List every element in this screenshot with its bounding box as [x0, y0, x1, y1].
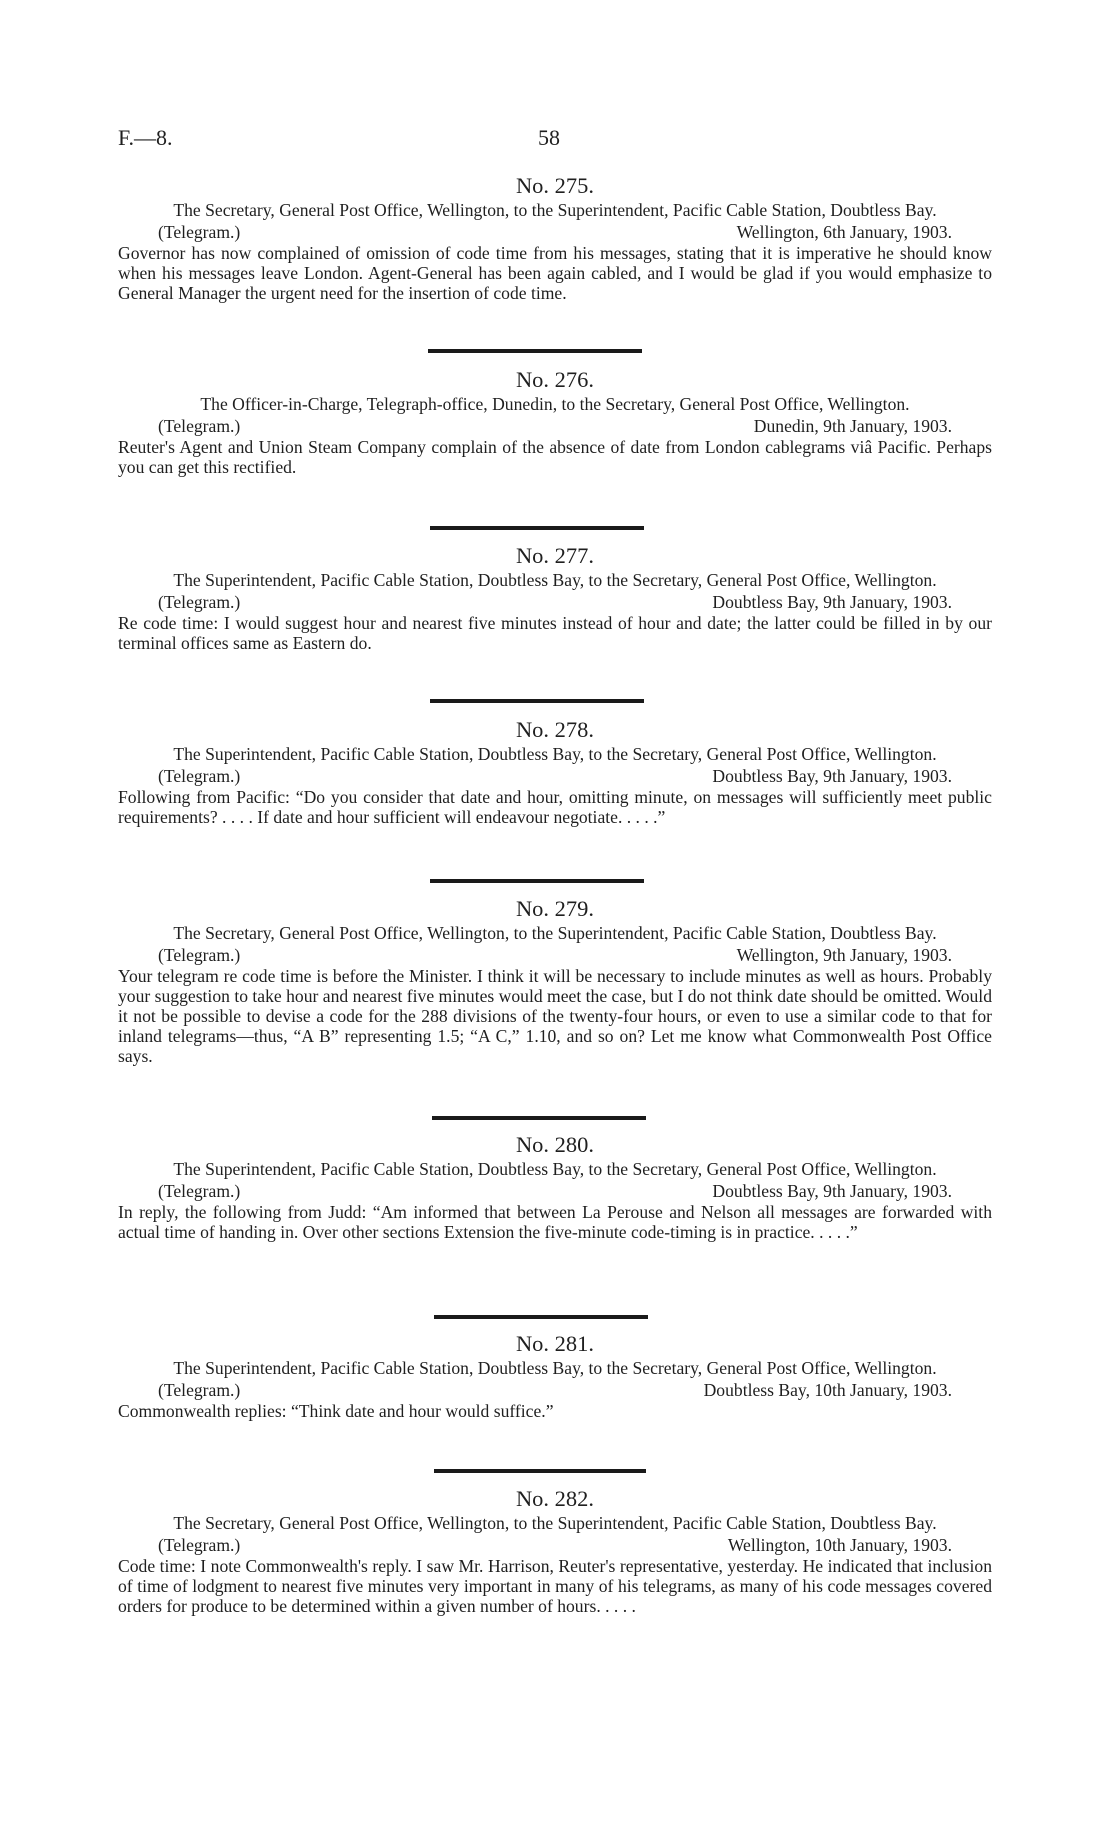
entry-body: Code time: I note Commonwealth's reply. I saw Mr. Harrison, Reuter's representative, yesterday. He indicated that inclusion of time of lodgment to nearest five minutes very important in many of his telegrams, as many of his code messages covered orders for produce to be determined within a given number of hours. . . . . [118, 1556, 992, 1616]
entry-number: No. 282. [515, 1486, 595, 1511]
place-date: Doubtless Bay, 10th January, 1903. [703, 1380, 952, 1400]
telegram-entry [118, 1486, 992, 1616]
section-divider [430, 879, 644, 883]
telegram-line [118, 592, 992, 613]
telegram-line [118, 1535, 992, 1556]
entry-route: The Superintendent, Pacific Cable Station, Doubtless Bay, to the Secretary, General Post Office, Wellington. [173, 570, 937, 590]
place-date: Doubtless Bay, 9th January, 1903. [712, 766, 952, 786]
telegram-entry [118, 1132, 992, 1242]
entry-number: No. 280. [515, 1132, 595, 1157]
section-divider [434, 1315, 648, 1319]
entry-body: Re code time: I would suggest hour and nearest five minutes instead of hour and date; the latter could be filled in by our terminal offices same as Eastern do. [118, 613, 992, 653]
section-divider [428, 349, 642, 353]
telegram-label: (Telegram.) [158, 766, 241, 786]
place-date: Wellington, 9th January, 1903. [736, 945, 952, 965]
section-reference: F.—8. [118, 125, 173, 150]
place-date: Wellington, 10th January, 1903. [727, 1535, 952, 1555]
telegram-line [118, 1380, 992, 1401]
section-divider [430, 699, 644, 703]
place-date: Dunedin, 9th January, 1903. [753, 416, 952, 436]
telegram-label: (Telegram.) [158, 1181, 241, 1201]
entry-route: The Superintendent, Pacific Cable Station, Doubtless Bay, to the Secretary, General Post Office, Wellington. [173, 1358, 937, 1378]
entry-route: The Secretary, General Post Office, Wellington, to the Superintendent, Pacific Cable Station, Doubtless Bay. [173, 923, 937, 943]
entry-route: The Officer-in-Charge, Telegraph-office, Dunedin, to the Secretary, General Post Office, Wellington. [200, 394, 910, 414]
section-divider [430, 526, 644, 530]
place-date: Doubtless Bay, 9th January, 1903. [712, 592, 952, 612]
telegram-label: (Telegram.) [158, 592, 241, 612]
entry-route: The Secretary, General Post Office, Wellington, to the Superintendent, Pacific Cable Station, Doubtless Bay. [173, 1513, 937, 1533]
entry-number: No. 278. [515, 717, 595, 742]
telegram-entry [118, 173, 992, 303]
telegram-entry [118, 896, 992, 1066]
telegram-label: (Telegram.) [158, 1380, 241, 1400]
telegram-entry [118, 543, 992, 653]
place-date: Doubtless Bay, 9th January, 1903. [712, 1181, 952, 1201]
telegram-label: (Telegram.) [158, 1535, 241, 1555]
telegram-entry [118, 367, 992, 477]
entry-route: The Secretary, General Post Office, Wellington, to the Superintendent, Pacific Cable Station, Doubtless Bay. [173, 200, 937, 220]
entry-number: No. 276. [515, 367, 595, 392]
entry-body: In reply, the following from Judd: “Am informed that between La Perouse and Nelson all messages are forwarded with actual time of handing in. Over other sections Extension the five-minute code-timing is in practice. . . . .” [118, 1202, 992, 1242]
entry-body: Reuter's Agent and Union Steam Company complain of the absence of date from London cablegrams viâ Pacific. Perhaps you can get this rectified. [118, 437, 992, 477]
entry-number: No. 275. [515, 173, 595, 198]
section-divider [432, 1116, 646, 1120]
telegram-line [118, 222, 992, 243]
entry-number: No. 279. [515, 896, 595, 921]
telegram-line [118, 1181, 992, 1202]
telegram-line [118, 416, 992, 437]
entry-route: The Superintendent, Pacific Cable Station, Doubtless Bay, to the Secretary, General Post Office, Wellington. [173, 744, 937, 764]
telegram-label: (Telegram.) [158, 416, 241, 436]
telegram-entry [118, 1331, 992, 1421]
telegram-label: (Telegram.) [158, 222, 241, 242]
entry-number: No. 281. [515, 1331, 595, 1356]
entry-number: No. 277. [515, 543, 595, 568]
telegram-line [118, 945, 992, 966]
entry-body: Your telegram re code time is before the Minister. I think it will be necessary to include minutes as well as hours. Probably your suggestion to take hour and nearest five minutes would meet the case, but I do not think date should be omitted. Would it not be possible to devise a code for the 288 divisions of the twenty-four hours, or even to use a similar code to that for inland telegrams—thus, “A B” representing 1.5; “A C,” 1.10, and so on? Let me know what Commonwealth Post Office says. [118, 966, 992, 1066]
telegram-entry [118, 717, 992, 827]
telegram-line [118, 766, 992, 787]
entry-route: The Superintendent, Pacific Cable Station, Doubtless Bay, to the Secretary, General Post Office, Wellington. [173, 1159, 937, 1179]
telegram-label: (Telegram.) [158, 945, 241, 965]
page-number: 58 [538, 125, 560, 150]
section-divider [434, 1469, 646, 1473]
entry-body: Commonwealth replies: “Think date and hour would suffice.” [118, 1401, 554, 1421]
place-date: Wellington, 6th January, 1903. [736, 222, 952, 242]
entry-body: Governor has now complained of omission of code time from his messages, stating that it is imperative he should know when his messages leave London. Agent-General has been again cabled, and I would be glad if you would emphasize to General Manager the urgent need for the insertion of code time. [118, 243, 992, 303]
entry-body: Following from Pacific: “Do you consider that date and hour, omitting minute, on messages will sufficiently meet public requirements? . . . . If date and hour sufficient will endeavour negotiate. . . . .” [118, 787, 992, 827]
